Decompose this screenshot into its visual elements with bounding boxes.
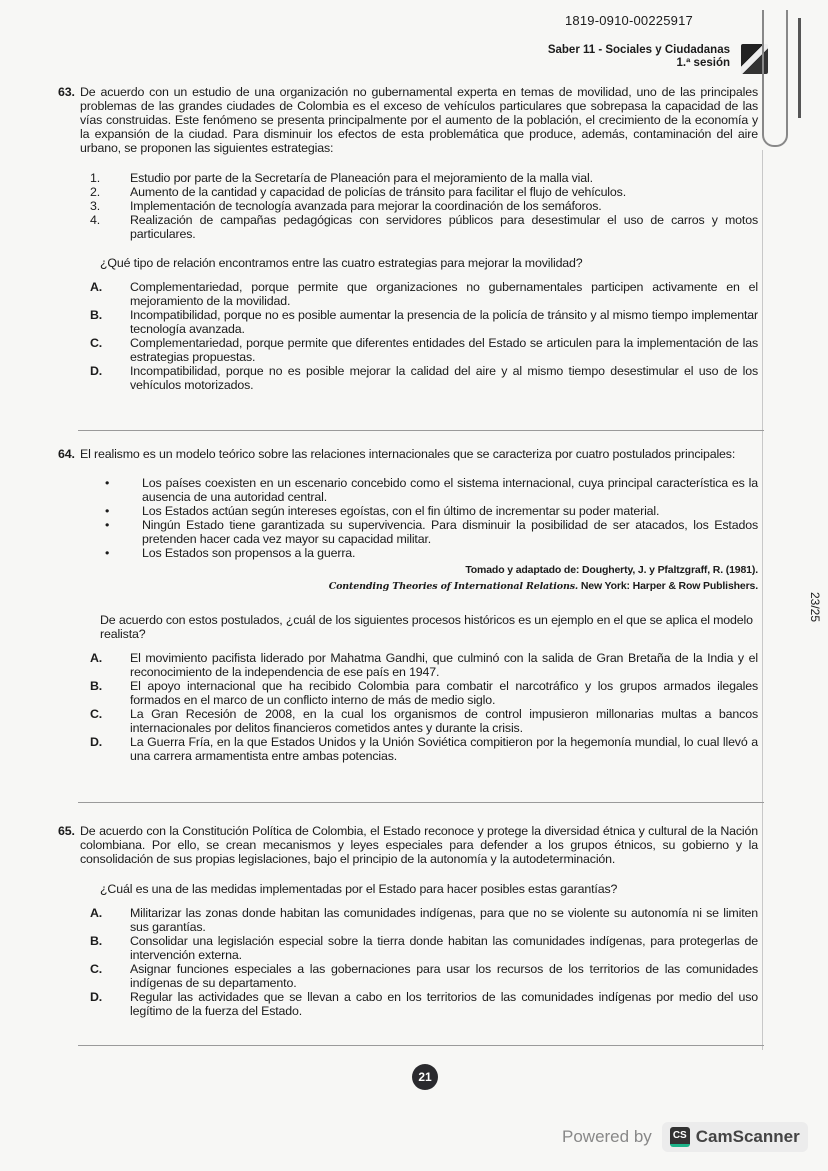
- exam-title: Saber 11 - Sociales y Ciudadanas: [547, 44, 730, 56]
- option-text: Complementariedad, porque permite que diferentes entidades del Estado se articulen para la implementación de las estrategias propuestas.: [130, 336, 758, 364]
- citation-publisher: New York: Harper & Row Publishers.: [580, 580, 758, 592]
- list-marker: 4.: [90, 213, 101, 227]
- list-text: Ningún Estado tiene garantizada su supervivencia. Para disminuir la posibilidad de ser atacados, los Estados pretenden hacer cada vez mayor su capacidad militar.: [142, 518, 758, 546]
- list-item: [90, 199, 758, 213]
- option-text: El apoyo internacional que ha recibido Colombia para combatir el narcotráfico y los grupos armados ilegales formados en el marco de un conflicto interno de más de medio siglo.: [130, 679, 758, 707]
- list-text: Implementación de tecnología avanzada para mejorar la coordinación de los semáforos.: [130, 199, 602, 213]
- camscanner-badge: [662, 1122, 808, 1152]
- question-stem: El realismo es un modelo teórico sobre las relaciones internacionales que se caracteriza por cuatro postulados principales:: [80, 447, 736, 461]
- question-stem: De acuerdo con un estudio de una organización no gubernamental experta en temas de movilidad, uno de las principales problemas de las grandes ciudades de Colombia es el exceso de vehículos particulares que sobrepasa la capacidad de las vías construidas. Este fenómeno se presenta principalmente por el aumento de la población, el crecimiento de la economía y la expansión de la ciudad. Para disminuir los efectos de esta problemática que produce, además, contaminación del aire urbano, se proponen las siguientes estrategias:: [80, 85, 758, 155]
- question-number: 65.: [58, 824, 75, 838]
- answer-option-c[interactable]: [90, 962, 758, 990]
- option-letter: A.: [90, 906, 103, 920]
- option-text: Consolidar una legislación especial sobre la tierra donde habitan las comunidades indígenas, para protegerlas de intervención externa.: [130, 934, 758, 962]
- exam-header: [548, 44, 730, 70]
- bullet-icon: •: [105, 518, 110, 532]
- answer-option-b[interactable]: [90, 308, 758, 336]
- citation-title: Contending Theories of International Relations.: [328, 581, 579, 592]
- side-page-count: 23/25: [808, 591, 823, 623]
- page-number: 21: [412, 1064, 438, 1090]
- list-text: Los países coexisten en un escenario concebido como el sistema internacional, cuya principal característica es la ausencia de una autoridad central.: [142, 476, 758, 504]
- option-text: Regular las actividades que se llevan a cabo en los territorios de las comunidades indígenas por medio del uso legítimo de la fuerza del Estado.: [130, 990, 758, 1018]
- answer-option-d[interactable]: [90, 735, 758, 763]
- list-item: [90, 185, 758, 199]
- answer-option-b[interactable]: [90, 934, 758, 962]
- option-letter: C.: [90, 962, 103, 976]
- question-divider: [78, 430, 764, 431]
- option-letter: C.: [90, 336, 103, 350]
- answer-option-b[interactable]: [90, 679, 758, 707]
- citation: [80, 562, 758, 595]
- option-letter: A.: [90, 651, 103, 665]
- answer-option-c[interactable]: [90, 707, 758, 735]
- option-letter: D.: [90, 364, 103, 378]
- option-letter: C.: [90, 707, 103, 721]
- option-text: Asignar funciones especiales a las gobernaciones para usar los recursos de los territorios de las comunidades indígenas de su departamento.: [130, 962, 758, 990]
- list-marker: 2.: [90, 185, 101, 199]
- answer-option-a[interactable]: [90, 280, 758, 308]
- question-number: 63.: [58, 85, 75, 99]
- page-edge: [798, 18, 801, 118]
- answer-option-c[interactable]: [90, 336, 758, 364]
- camscanner-logo-icon: CS: [670, 1127, 690, 1147]
- answer-option-d[interactable]: [90, 364, 758, 392]
- list-item: [90, 171, 758, 185]
- list-text: Aumento de la cantidad y capacidad de policías de tránsito para facilitar el flujo de vehículos.: [130, 185, 626, 199]
- question-64: [58, 447, 758, 763]
- question-prompt: ¿Qué tipo de relación encontramos entre las cuatro estrategias para mejorar la movilidad?: [100, 256, 583, 270]
- camscanner-watermark: [562, 1122, 808, 1152]
- question-prompt: ¿Cuál es una de las medidas implementadas por el Estado para hacer posibles estas garantías?: [100, 882, 618, 896]
- list-item: [100, 476, 758, 504]
- list-item: [100, 504, 758, 518]
- powered-by-label: Powered by: [562, 1127, 652, 1146]
- option-text: Incompatibilidad, porque no es posible aumentar la presencia de la policía de tránsito y al mismo tiempo implementar tecnología avanzada.: [130, 308, 758, 336]
- question-65: [58, 824, 758, 1018]
- list-item: [100, 546, 758, 560]
- list-item: [90, 213, 758, 241]
- option-letter: B.: [90, 679, 103, 693]
- document-id: 1819-0910-00225917: [565, 13, 693, 28]
- list-text: Los Estados son propensos a la guerra.: [142, 546, 356, 560]
- paper-clip-icon: [762, 10, 788, 147]
- option-letter: B.: [90, 934, 103, 948]
- option-letter: D.: [90, 735, 103, 749]
- answer-option-a[interactable]: [90, 906, 758, 934]
- option-letter: D.: [90, 990, 103, 1004]
- list-marker: 1.: [90, 171, 101, 185]
- citation-source: Tomado y adaptado de: Dougherty, J. y Pfaltzgraff, R. (1981).: [465, 564, 758, 576]
- option-letter: B.: [90, 308, 103, 322]
- list-text: Estudio por parte de la Secretaría de Planeación para el mejoramiento de la malla vial.: [130, 171, 593, 185]
- right-border: [762, 150, 763, 1050]
- question-divider: [78, 802, 764, 803]
- option-text: La Guerra Fría, en la que Estados Unidos y la Unión Soviética compitieron por la hegemonía mundial, lo cual llevó a una carrera armamentista entre ambas potencias.: [130, 735, 758, 763]
- question-number: 64.: [58, 447, 75, 461]
- list-text: Los Estados actúan según intereses egoístas, con el fin último de incrementar su poder material.: [142, 504, 660, 518]
- list-item: [100, 518, 758, 546]
- option-text: Incompatibilidad, porque no es posible mejorar la calidad del aire y al mismo tiempo desestimular el uso de los vehículos motorizados.: [130, 364, 758, 392]
- question-prompt: De acuerdo con estos postulados, ¿cuál de los siguientes procesos históricos es un ejemplo en el que se aplica el modelo realista?: [100, 613, 753, 641]
- question-stem: De acuerdo con la Constitución Política de Colombia, el Estado reconoce y protege la diversidad étnica y cultural de la Nación colombiana. Por ello, se crean mecanismos y leyes especiales para defender a los grupos étnicos, su gobierno y la consolidación de sus propias legislaciones, bajo el principio de la autonomía y la autodeterminación.: [80, 824, 758, 866]
- option-text: Complementariedad, porque permite que organizaciones no gubernamentales participen activamente en el mejoramiento de la movilidad.: [130, 280, 758, 308]
- list-marker: 3.: [90, 199, 101, 213]
- option-letter: A.: [90, 280, 103, 294]
- answer-option-d[interactable]: [90, 990, 758, 1018]
- question-divider: [78, 1045, 764, 1046]
- answer-option-a[interactable]: [90, 651, 758, 679]
- question-63: [58, 85, 758, 392]
- option-text: El movimiento pacifista liderado por Mahatma Gandhi, que culminó con la salida de Gran Bretaña de la India y el reconocimiento de la independencia de ese país en 1947.: [130, 651, 758, 679]
- option-text: Militarizar las zonas donde habitan las comunidades indígenas, para que no se violente su autonomía ni se limiten sus garantías.: [130, 906, 758, 934]
- list-text: Realización de campañas pedagógicas con servidores públicos para desestimular el uso de carros y motos particulares.: [130, 213, 758, 241]
- option-text: La Gran Recesión de 2008, en la cual los organismos de control impusieron millonarias multas a bancos internacionales por delitos financieros cometidos antes y durante la crisis.: [130, 707, 758, 735]
- bullet-icon: •: [105, 504, 110, 518]
- bullet-icon: •: [105, 476, 110, 490]
- exam-session: 1.ª sesión: [676, 57, 730, 69]
- camscanner-brand: CamScanner: [695, 1127, 800, 1146]
- bullet-icon: •: [105, 546, 110, 560]
